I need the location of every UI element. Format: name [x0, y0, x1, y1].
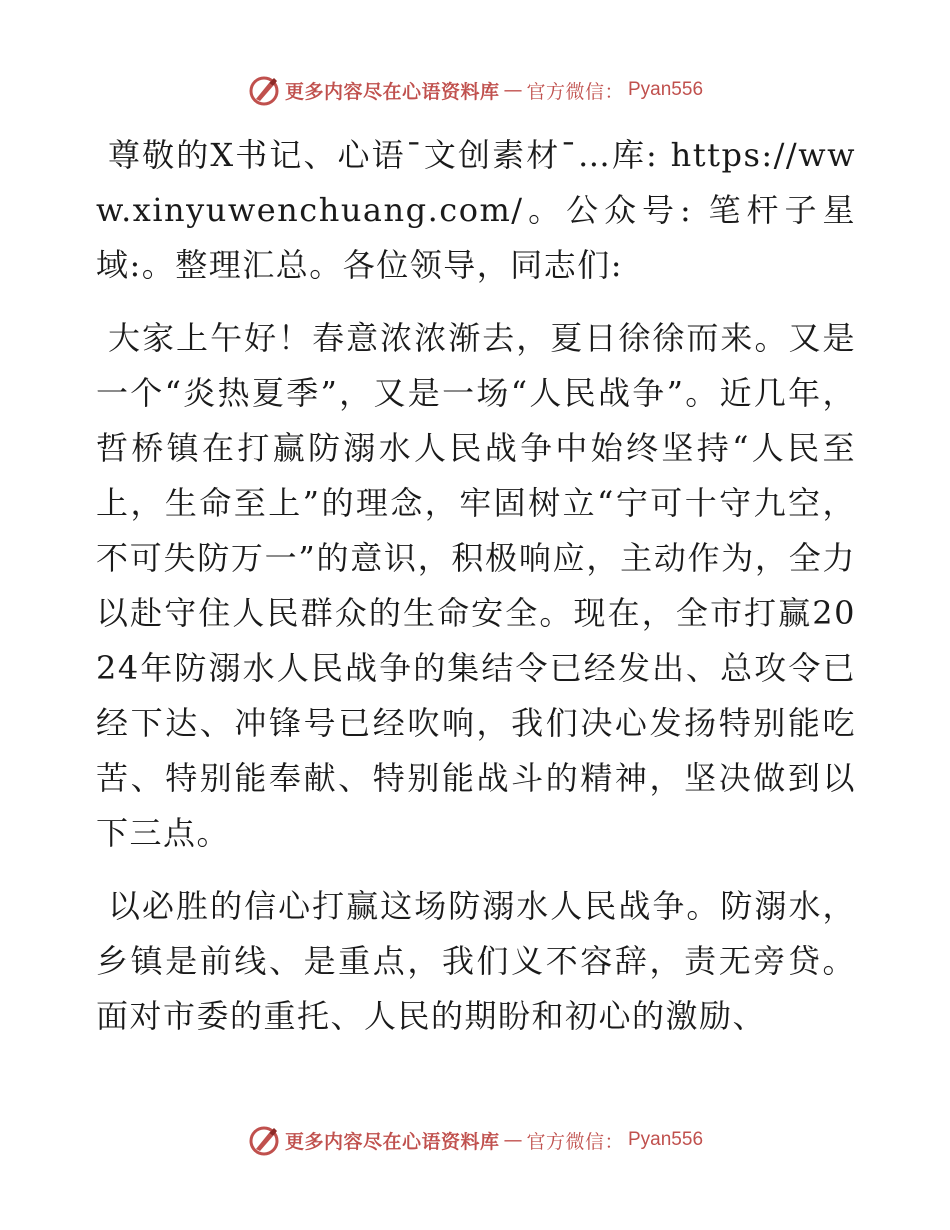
paragraph-point-one: 以必胜的信心打赢这场防溺水人民战争。防溺水，乡镇是前线、是重点，我们义不容辞，责无旁贷。面对市委的重托、人民的期盼和初心的激励、: [96, 887, 856, 1035]
pen-logo-icon: [247, 73, 281, 107]
watermark-main-text: 更多内容尽在心语资料库: [284, 80, 500, 103]
document-body: [96, 128, 856, 1062]
watermark-brand: [247, 73, 703, 107]
watermark-dash: —: [503, 1129, 523, 1151]
watermark-dash: —: [503, 79, 523, 101]
watermark-brand: [247, 1123, 703, 1157]
pen-logo-icon: [247, 1123, 281, 1157]
watermark-wechat-label: 官方微信：: [526, 80, 624, 103]
watermark-main-text: 更多内容尽在心语资料库: [284, 1130, 500, 1153]
paragraph-opening: 大家上午好！春意浓浓渐去，夏日徐徐而来。又是一个“炎热夏季”，又是一场“人民战争”。近几年，哲桥镇在打赢防溺水人民战争中始终坚持“人民至上，生命至上”的理念，牢固树立“宁可十守九空，不可失防万一”的意识，积极响应，主动作为，全力以赴守住人民群众的生命安全。现在，全市打赢2024年防溺水人民战争的集结令已经发出、总攻令已经下达、冲锋号已经吹响，我们决心发扬特别能吃苦、特别能奉献、特别能战斗的精神，坚决做到以下三点。: [96, 319, 856, 852]
paragraph-salutation: 尊敬的X书记、心语¯文创素材¯…库: https://www.xinyuwenchuang.com/。公众号: 笔杆子星域:。整理汇总。各位领导，同志们:: [96, 136, 856, 284]
watermark-wechat-id: Pyan556: [628, 1129, 704, 1150]
header-watermark: [0, 70, 950, 110]
watermark-wechat-label: 官方微信：: [526, 1130, 624, 1153]
footer-watermark: [0, 1120, 950, 1160]
watermark-wechat-id: Pyan556: [628, 79, 704, 100]
